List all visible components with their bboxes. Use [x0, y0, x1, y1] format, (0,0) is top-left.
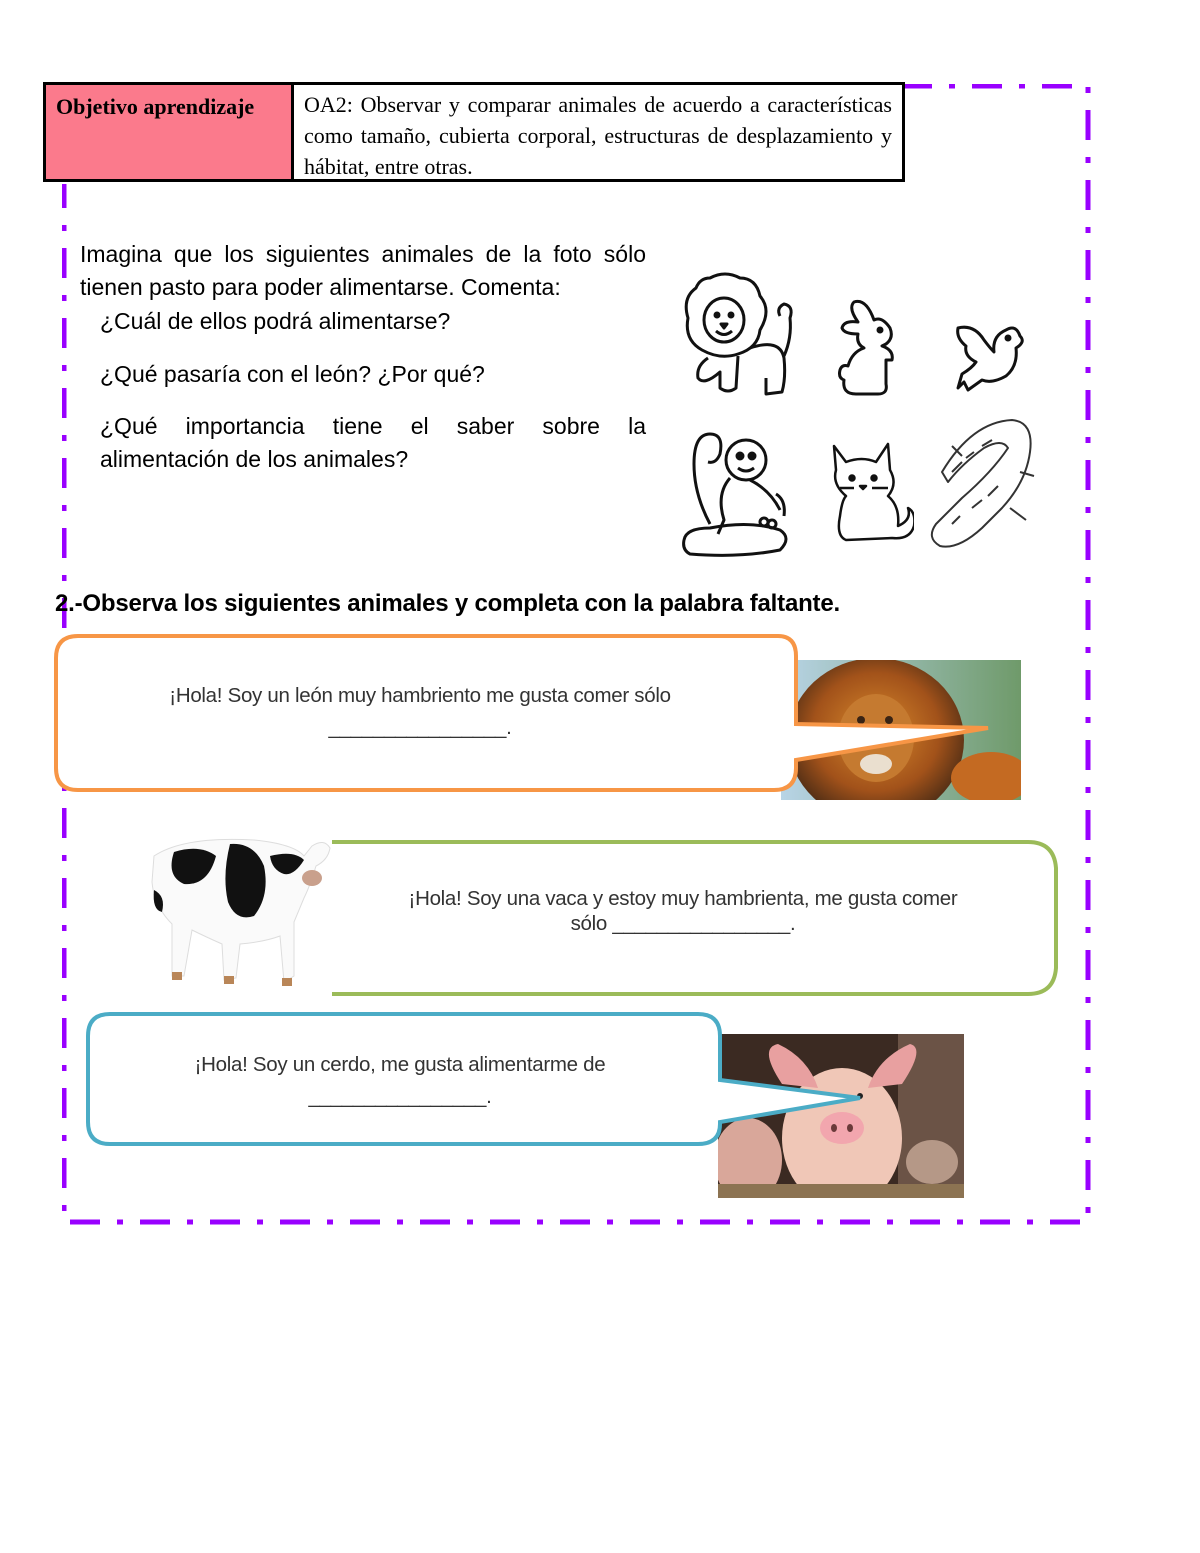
- crocodile-drawing-icon: [922, 412, 1036, 552]
- pig-bubble-text: [100, 1049, 700, 1113]
- rabbit-drawing-icon: [834, 298, 914, 402]
- lion-drawing-icon: [680, 268, 800, 400]
- objective-text: OA2: Observar y comparar animales de acuerdo a características como tamaño, cubierta corporal, estructuras de desplazamiento y hábitat, entre otras.: [304, 92, 892, 179]
- lion-answer-blank[interactable]: ________________.: [328, 716, 512, 739]
- pig-sentence: ¡Hola! Soy un cerdo, me gusta alimentarme de: [194, 1053, 606, 1076]
- question-1: ¿Cuál de ellos podrá alimentarse?: [100, 308, 451, 334]
- bird-drawing-icon: [954, 318, 1034, 404]
- cartoon-animals-illustration: [676, 262, 1038, 562]
- question-2: ¿Qué pasaría con el león? ¿Por qué?: [100, 360, 485, 387]
- objective-table: [43, 82, 905, 182]
- cat-drawing-icon: [826, 440, 914, 546]
- activity1-block: [80, 238, 646, 475]
- objective-label: Objetivo aprendizaje: [46, 85, 294, 179]
- monkey-drawing-icon: [680, 424, 798, 560]
- activity2-title: 2.-Observa los siguientes animales y completa con la palabra faltante.: [55, 590, 840, 617]
- pig-answer-blank[interactable]: ________________.: [308, 1085, 492, 1108]
- cow-photo: [144, 826, 334, 994]
- lion-bubble-text: [60, 680, 780, 744]
- cow-answer-blank[interactable]: sólo ________________.: [570, 912, 796, 935]
- question-3: ¿Qué importancia tiene el saber sobre la alimentación de los animales?: [100, 413, 646, 472]
- activity1-intro: Imagina que los siguientes animales de la foto sólo tienen pasto para poder alimentarse. Comenta:: [80, 241, 646, 300]
- lion-sentence: ¡Hola! Soy un león muy hambriento me gusta comer sólo: [169, 684, 671, 707]
- cow-sentence: ¡Hola! Soy una vaca y estoy muy hambrienta, me gusta comer: [408, 887, 958, 910]
- cow-bubble-text: [338, 886, 1028, 936]
